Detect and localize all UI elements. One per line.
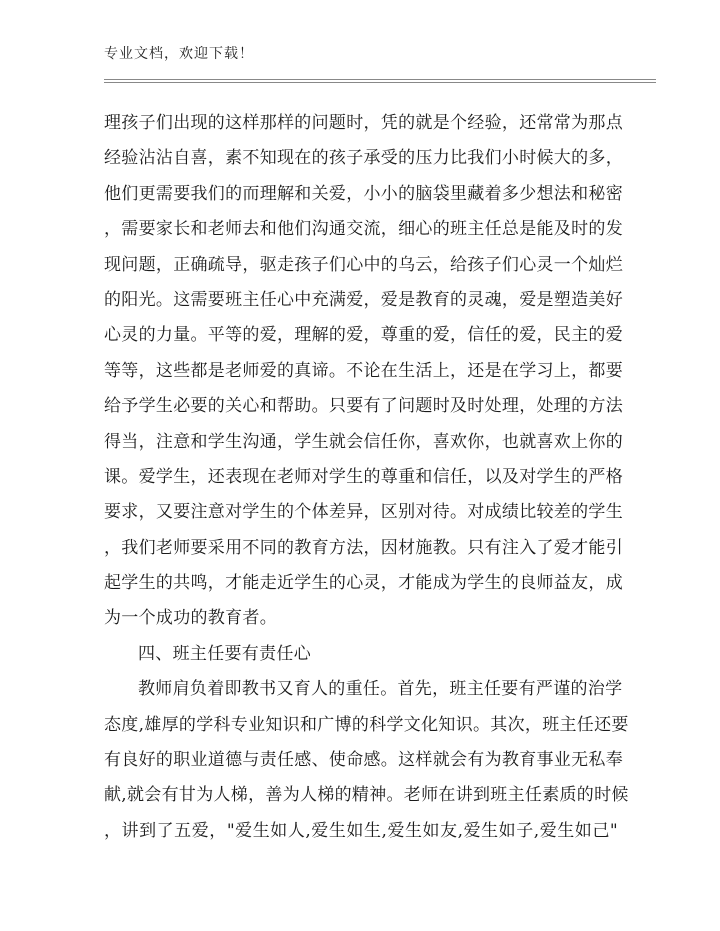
document-body [104,106,629,849]
text-line: 现问题，正确疏导，驱走孩子们心中的乌云，给孩子们心灵一个灿烂 [104,254,623,275]
text-line: 有良好的职业道德与责任感、使命感。这样就会有为教育事业无私奉 [104,750,623,771]
text-line: 起学生的共鸣，才能走近学生的心灵，才能成为学生的良师益友，成 [104,573,623,594]
text-line: 等等，这些都是老师爱的真谛。不论在生活上，还是在学习上，都要 [104,360,623,381]
text-line: 理孩子们出现的这样那样的问题时，凭的就是个经验，还常常为那点 [104,113,623,133]
text-line: 要求，又要注意对学生的个体差异，区别对待。对成绩比较差的学生 [104,502,623,523]
paragraph-responsibility [104,672,629,849]
section-heading: 四、班主任要有责任心 [138,643,311,664]
text-line: 经验沾沾自喜，素不知现在的孩子承受的压力比我们小时候大的多， [104,148,623,169]
text-line: 心灵的力量。平等的爱，理解的爱，尊重的爱，信任的爱，民主的爱 [104,325,623,346]
text-line: 课。爱学生，还表现在老师对学生的尊重和信任，以及对学生的严格 [104,466,623,487]
text-line: 态度,雄厚的学科专业知识和广博的科学文化知识。其次，班主任还要 [104,714,629,735]
header-rule [104,79,656,83]
text-line: 他们更需要我们的而理解和关爱，小小的脑袋里藏着多少想法和秘密 [104,183,623,204]
paragraph-love-students [104,106,623,637]
text-line: 给予学生必要的关心和帮助。只要有了问题时及时处理，处理的方法 [104,396,623,417]
text-line: 教师肩负着即教书又育人的重任。首先，班主任要有严谨的治学 [138,679,623,700]
text-line: 为一个成功的教育者。 [104,608,277,629]
text-line: ，我们老师要采用不同的教育方法，因材施教。只有注入了爱才能引 [104,537,623,558]
text-line: 献,就会有甘为人梯，善为人梯的精神。老师在讲到班主任素质的时候 [104,785,629,806]
text-line: ，需要家长和老师去和他们沟通交流，细心的班主任总是能及时的发 [104,219,623,240]
text-line: 的阳光。这需要班主任心中充满爱，爱是教育的灵魂，爱是塑造美好 [104,289,623,310]
text-line: 得当，注意和学生沟通，学生就会信任你，喜欢你，也就喜欢上你的 [104,431,623,452]
text-line: ，讲到了五爱，"爱生如人,爱生如生,爱生如友,爱生如子,爱生如己" [104,820,618,841]
page-header: 专业文档，欢迎下载！ [104,46,254,62]
